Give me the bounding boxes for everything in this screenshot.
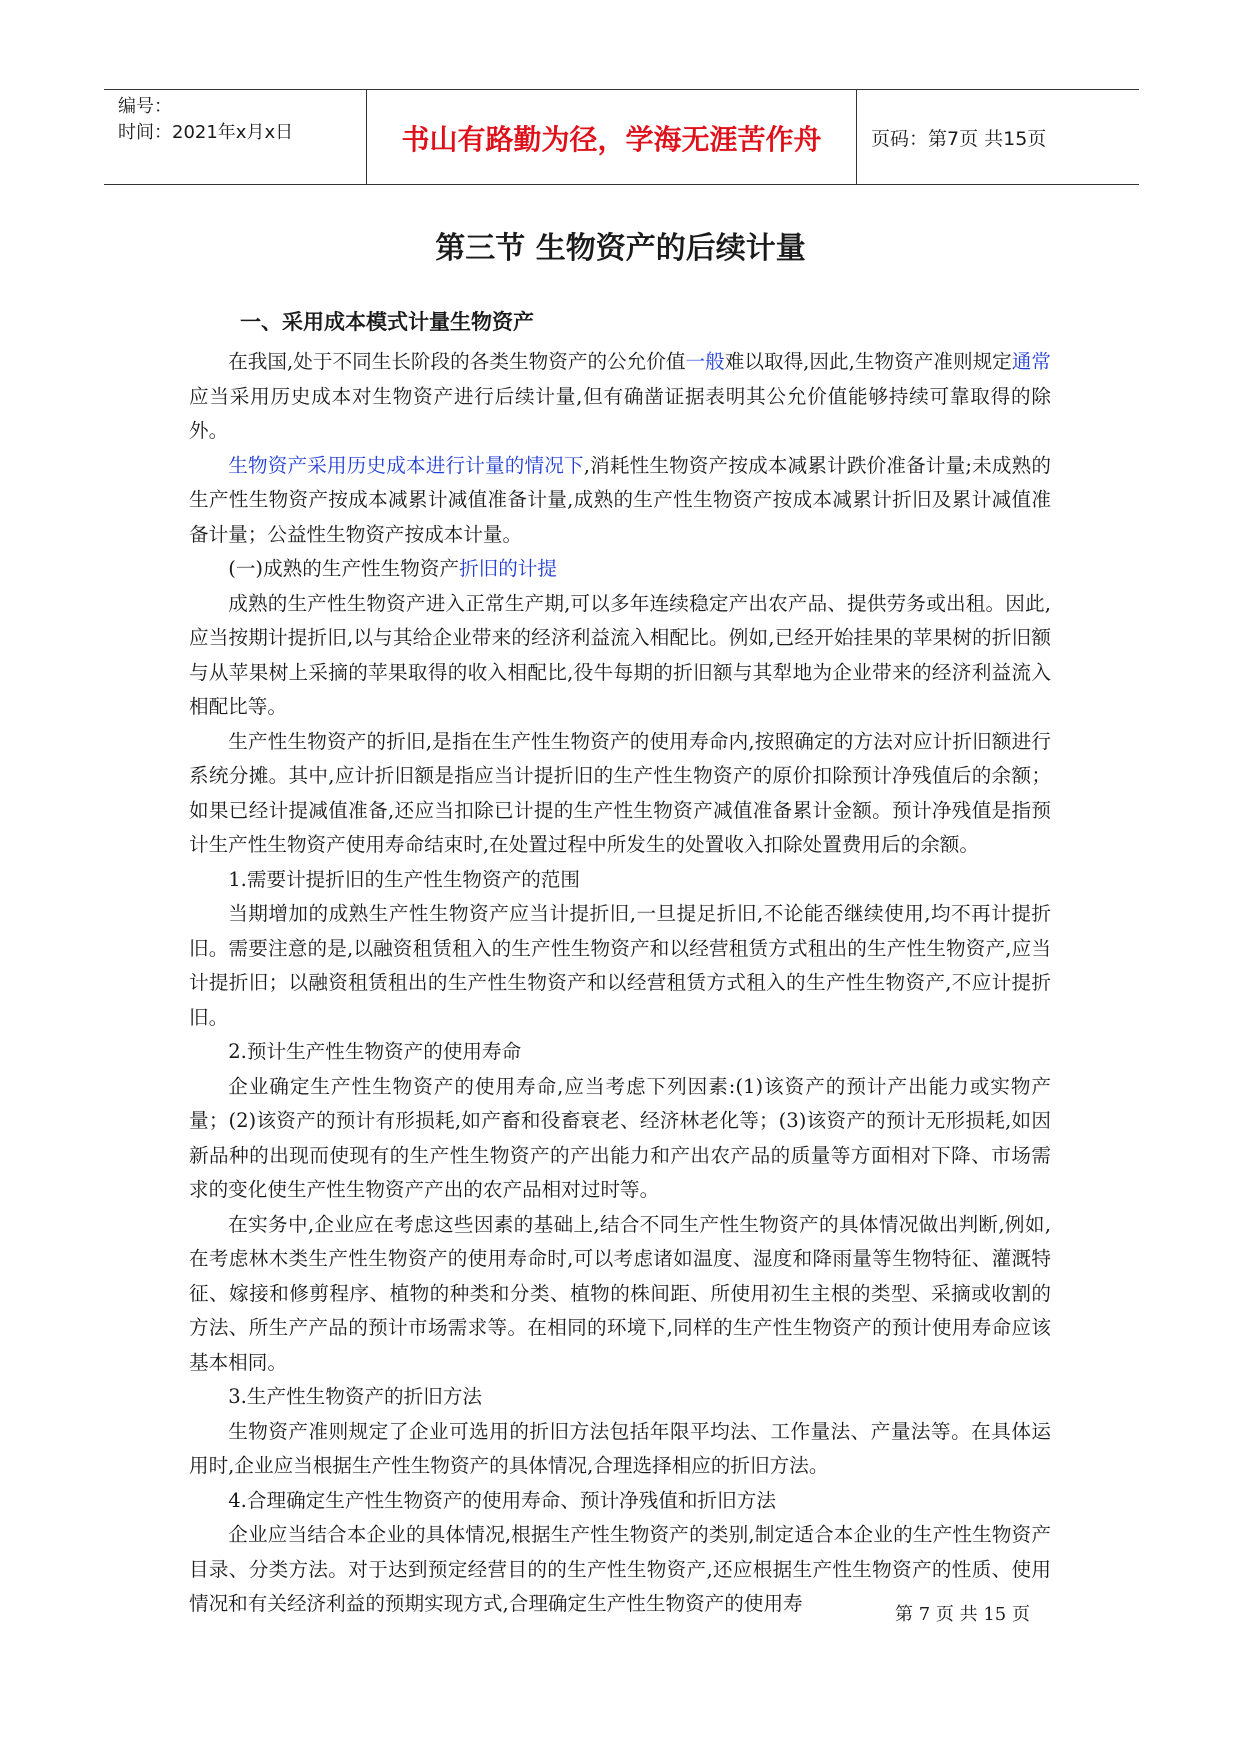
subheading-2: 1.需要计提折旧的生产性生物资产的范围 bbox=[228, 867, 580, 891]
page-header bbox=[104, 89, 1139, 185]
paragraph-1: 在我国,处于不同生长阶段的各类生物资产的公允价值一般难以取得,因此,生物资产准则规定通常应当采用历史成本对生物资产进行后续计量,但有确凿证据表明其公允价值能够持续可靠取得的除外。 bbox=[189, 350, 1052, 442]
paragraph-7: 当期增加的成熟生产性生物资产应当计提折旧,一旦提足折旧,不论能否继续使用,均不再计提折旧。需要注意的是,以融资租赁租入的生产性生物资产和以经营租赁方式租出的生产性生物资产,应当计提折旧；以融资租赁租出的生产性生物资产和以经营租赁方式租入的生产性生物资产,不应计提折旧。 bbox=[189, 902, 1051, 1029]
link-text: 一般 bbox=[685, 350, 725, 373]
header-left-cell bbox=[104, 90, 367, 184]
paragraph-14: 企业应当结合本企业的具体情况,根据生产性生物资产的类别,制定适合本企业的生产性生物资产目录、分类方法。对于达到预定经营目的的生产性生物资产,还应根据生产性生物资产的性质、使用情况和有关经济利益的预期实现方式,合理确定生产性生物资产的使用寿 bbox=[189, 1523, 1051, 1615]
time-line: 时间：2021年x月x日 bbox=[118, 122, 294, 143]
subheading-1: (一)成熟的生产性生物资产折旧的计提 bbox=[228, 557, 557, 580]
paragraph-9: 企业确定生产性生物资产的使用寿命,应当考虑下列因素:(1)该资产的预计产出能力或实物产量；(2)该资产的预计有形损耗,如产畜和役畜衰老、经济林老化等；(3)该资产的预计无形损耗,如因新品种的出现而使现有的生产性生物资产的产出能力和产出农产品的质量等方面相对下降、市场需求的变化使生产性生物资产产出的农产品相对过时等。 bbox=[189, 1074, 1051, 1201]
link-text: 通常 bbox=[1011, 350, 1052, 373]
document-body bbox=[189, 345, 1051, 1622]
header-page-info: 页码：第7页 共15页 bbox=[871, 128, 1047, 150]
number-label: 编号： bbox=[118, 96, 172, 117]
paragraph-5: 生产性生物资产的折旧,是指在生产性生物资产的使用寿命内,按照确定的方法对应计折旧额进行系统分摊。其中,应计折旧额是指应当计提折旧的生产性生物资产的原价扣除预计净残值后的余额；如果已经计提减值准备,还应当扣除已计提的生产性生物资产减值准备累计金额。预计净残值是指预计生产性生物资产使用寿命结束时,在处置过程中所发生的处置收入扣除处置费用后的余额。 bbox=[189, 729, 1051, 856]
page-title: 第三节 生物资产的后续计量 bbox=[435, 231, 806, 266]
paragraph-4: 成熟的生产性生物资产进入正常生产期,可以多年连续稳定产出农产品、提供劳务或出租。因此,应当按期计提折旧,以与其给企业带来的经济利益流入相配比。例如,已经开始挂果的苹果树的折旧额与从苹果树上采摘的苹果取得的收入相配比,役牛每期的折旧额与其犁地为企业带来的经济利益流入相配比等。 bbox=[189, 591, 1051, 718]
subheading-3: 2.预计生产性生物资产的使用寿命 bbox=[228, 1040, 522, 1063]
paragraph-10: 在实务中,企业应在考虑这些因素的基础上,结合不同生产性生物资产的具体情况做出判断,例如,在考虑林木类生产性生物资产的使用寿命时,可以考虑诸如温度、湿度和降雨量等生物特征、灌溉特征、嫁接和修剪程序、植物的种类和分类、植物的株间距、所使用初生主根的类型、采摘或收割的方法、所生产产品的预计市场需求等。在相同的环境下,同样的生产性生物资产的预计使用寿命应该基本相同。 bbox=[189, 1212, 1051, 1374]
link-text: 折旧的计提 bbox=[459, 557, 557, 580]
header-motto-cell bbox=[367, 90, 857, 184]
page-footer: 第 7 页 共 15 页 bbox=[895, 1604, 1030, 1625]
header-page-cell bbox=[857, 90, 1139, 184]
paragraph-12: 生物资产准则规定了企业可选用的折旧方法包括年限平均法、工作量法、产量法等。在具体运用时,企业应当根据生产性生物资产的具体情况,合理选择相应的折旧方法。 bbox=[189, 1419, 1051, 1477]
link-text: 生物资产采用历史成本进行计量的情况下 bbox=[228, 453, 584, 477]
section-heading: 一、采用成本模式计量生物资产 bbox=[240, 310, 534, 334]
motto: 书山有路勤为径，学海无涯苦作舟 bbox=[401, 123, 822, 156]
subheading-5: 4.合理确定生产性生物资产的使用寿命、预计净残值和折旧方法 bbox=[228, 1488, 776, 1512]
paragraph-2: 生物资产采用历史成本进行计量的情况下,消耗性生物资产按成本减累计跌价准备计量;未成熟的生产性生物资产按成本减累计减值准备计量,成熟的生产性生物资产按成本减累计折旧及累计减值准备计量；公益性生物资产按成本计量。 bbox=[189, 453, 1051, 546]
subheading-4: 3.生产性生物资产的折旧方法 bbox=[228, 1385, 483, 1408]
